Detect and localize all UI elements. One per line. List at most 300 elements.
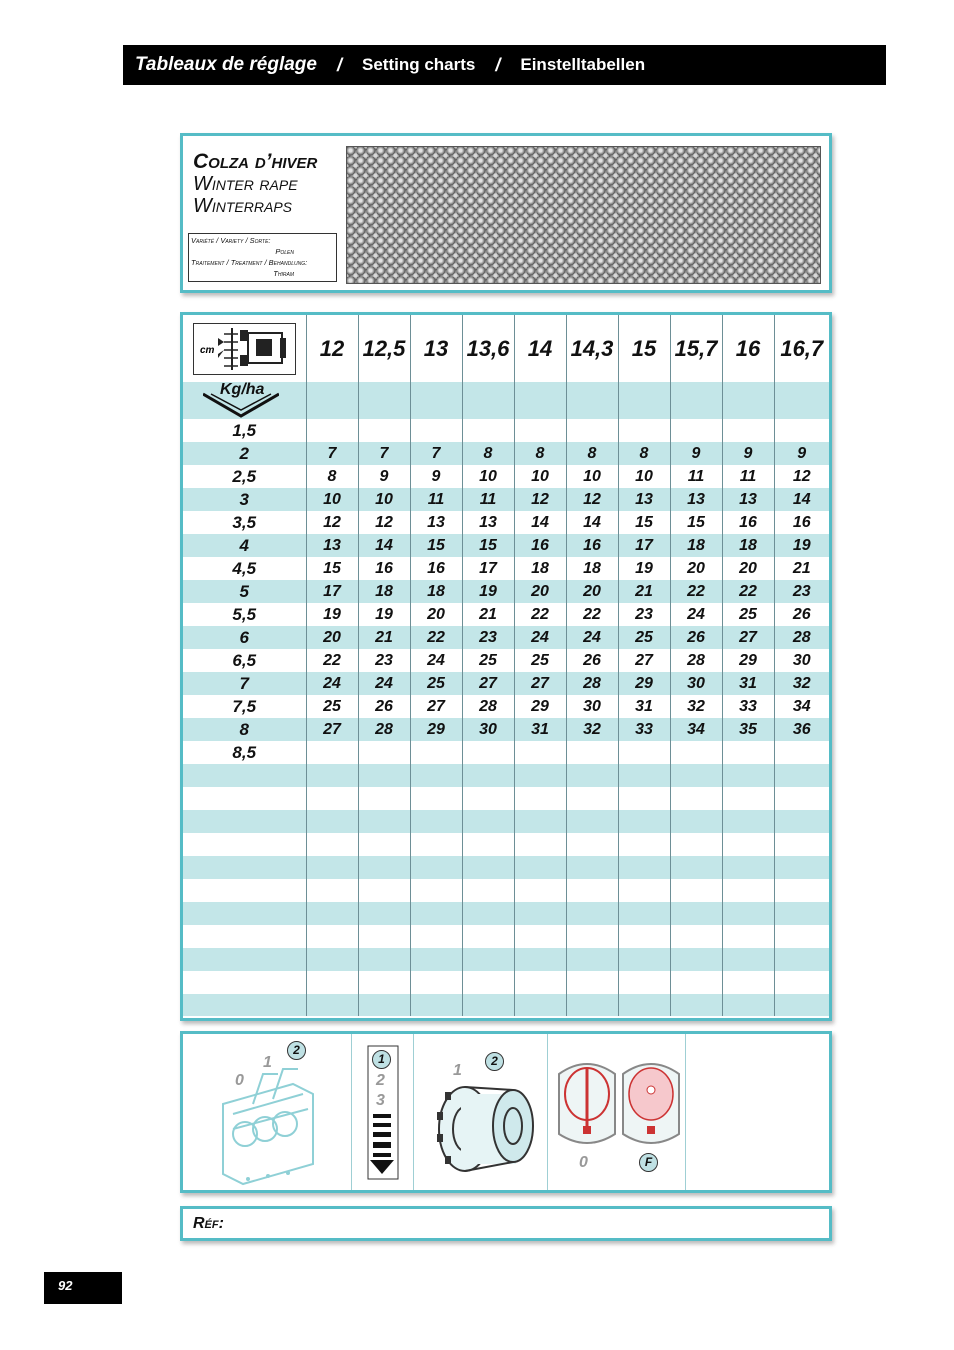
table-cell: [774, 856, 829, 879]
column-header-spacing: 13: [410, 315, 462, 382]
table-cell: 21: [462, 603, 514, 626]
shutter-position-f-selected: F: [639, 1153, 658, 1172]
table-cell: 31: [618, 695, 670, 718]
table-cell: 33: [722, 695, 774, 718]
table-cell: 28: [774, 626, 829, 649]
table-cell: 15: [306, 557, 358, 580]
table-cell: 23: [774, 580, 829, 603]
settings-panel: [180, 1031, 832, 1193]
table-cell: 29: [722, 649, 774, 672]
table-cell: [358, 971, 410, 994]
table-cell: 16: [722, 511, 774, 534]
table-cell: [410, 971, 462, 994]
table-cell: 21: [618, 580, 670, 603]
table-cell: 32: [774, 672, 829, 695]
column-header-spacing: 16,7: [780, 336, 824, 361]
table-row: [183, 810, 829, 833]
table-cell: 9: [670, 442, 722, 465]
row-rate-label: 6: [183, 626, 306, 649]
table-cell: [618, 856, 670, 879]
table-cell: [722, 741, 774, 764]
table-cell: [358, 879, 410, 902]
table-cell: [410, 764, 462, 787]
table-cell: 23: [358, 649, 410, 672]
table-cell: [410, 879, 462, 902]
table-cell: 22: [306, 649, 358, 672]
table-cell: [774, 971, 829, 994]
table-cell: [462, 419, 514, 442]
table-cell: 24: [306, 672, 358, 695]
gearbox-arrow-icon: [351, 1034, 413, 1190]
table-cell: [306, 382, 358, 419]
lever-panel: [183, 1034, 352, 1190]
table-cell: 32: [566, 718, 618, 741]
table-cell: [618, 764, 670, 787]
table-cell: [618, 902, 670, 925]
crop-names: [193, 150, 317, 218]
table-cell: 15: [462, 534, 514, 557]
table-header-row: [183, 315, 829, 382]
table-cell: 20: [514, 580, 566, 603]
table-cell: 21: [358, 626, 410, 649]
table-cell: [462, 994, 514, 1016]
table-cell: 27: [410, 695, 462, 718]
table-cell: [722, 971, 774, 994]
table-cell: [306, 810, 358, 833]
table-cell: 30: [670, 672, 722, 695]
table-cell: 14: [566, 511, 618, 534]
table-cell: 27: [462, 672, 514, 695]
header-title-en: Setting charts: [362, 55, 476, 74]
table-cell: 17: [462, 557, 514, 580]
table-cell: [514, 787, 566, 810]
row-rate-label: 2,5: [183, 465, 306, 488]
table-row: [183, 902, 829, 925]
table-cell: [670, 833, 722, 856]
table-row: [183, 971, 829, 994]
table-cell: 11: [722, 465, 774, 488]
table-cell: 13: [670, 488, 722, 511]
table-cell: 30: [566, 695, 618, 718]
table-cell: [566, 741, 618, 764]
table-cell: 21: [792, 560, 811, 577]
treatment-value: Thiram: [273, 269, 294, 278]
table-cell: 22: [514, 603, 566, 626]
table-cell: [514, 879, 566, 902]
table-cell: [722, 382, 774, 419]
table-cell: [462, 787, 514, 810]
gearbox-step-1-selected: 1: [372, 1050, 391, 1069]
icon-unit-label: cm: [199, 344, 215, 356]
table-cell: [410, 925, 462, 948]
table-cell: [306, 879, 358, 902]
table-cell: 30: [462, 718, 514, 741]
table-cell: 10: [358, 488, 410, 511]
table-cell: [306, 787, 358, 810]
table-cell: 10: [618, 465, 670, 488]
crop-name-fr: Colza d’hiver: [193, 150, 318, 173]
table-cell: [410, 856, 462, 879]
table-cell: 24: [566, 626, 618, 649]
table-cell: [358, 833, 410, 856]
table-cell: 11: [670, 465, 722, 488]
table-cell: 20: [306, 626, 358, 649]
table-cell: [306, 971, 358, 994]
table-cell: [183, 902, 306, 925]
table-cell: [618, 948, 670, 971]
table-cell: 29: [618, 672, 670, 695]
table-row: [183, 741, 829, 764]
table-cell: [358, 948, 410, 971]
row-rate-label: 3: [183, 488, 306, 511]
table-cell: [514, 810, 566, 833]
table-cell: [358, 925, 410, 948]
setting-chart-panel: [180, 312, 832, 1021]
column-header-spacing: 13,6: [462, 315, 514, 382]
table-cell: [722, 925, 774, 948]
table-cell: [774, 925, 829, 948]
table-row: [183, 787, 829, 810]
table-cell: 25: [462, 649, 514, 672]
row-rate-label: 6,5: [183, 649, 306, 672]
column-header-spacing: 15,7: [670, 315, 722, 382]
table-row: [183, 994, 829, 1016]
shutter-panel: [547, 1034, 686, 1190]
row-rate-label: 5: [183, 580, 306, 603]
table-cell: [618, 925, 670, 948]
table-cell: [183, 925, 306, 948]
table-row: [183, 603, 829, 626]
table-cell: 12: [566, 488, 618, 511]
table-cell: 23: [462, 626, 514, 649]
table-cell: [618, 833, 670, 856]
table-cell: [462, 902, 514, 925]
header-separator: /: [336, 54, 342, 75]
table-cell: [670, 810, 722, 833]
table-cell: 24: [410, 649, 462, 672]
table-cell: [514, 856, 566, 879]
row-rate-label: 7,5: [183, 695, 306, 718]
table-cell: 28: [670, 649, 722, 672]
table-cell: [566, 764, 618, 787]
table-cell: 22: [722, 580, 774, 603]
table-cell: 28: [566, 672, 618, 695]
table-cell: [358, 787, 410, 810]
table-cell: [722, 810, 774, 833]
table-cell: [618, 879, 670, 902]
table-cell: [670, 971, 722, 994]
table-cell: [514, 382, 566, 419]
table-cell: [774, 741, 829, 764]
wheel-panel: [413, 1034, 548, 1190]
table-cell: [410, 787, 462, 810]
table-cell: [618, 382, 670, 419]
table-row: [183, 534, 829, 557]
table-cell: [410, 810, 462, 833]
lever-position-0: 0: [235, 1072, 244, 1089]
row-rate-label: 4,5: [183, 557, 306, 580]
header-separator: /: [495, 54, 501, 75]
table-cell: [183, 810, 306, 833]
table-cell: [566, 833, 618, 856]
table-cell: [722, 833, 774, 856]
table-cell: 23: [618, 603, 670, 626]
table-cell: [358, 419, 410, 442]
table-cell: [670, 879, 722, 902]
table-row: [183, 580, 829, 603]
table-row: [183, 511, 829, 534]
table-cell: [566, 879, 618, 902]
table-row: [183, 465, 829, 488]
table-cell: 25: [618, 626, 670, 649]
table-row: [183, 925, 829, 948]
table-cell: [774, 764, 829, 787]
table-row: [183, 833, 829, 856]
table-cell: [670, 902, 722, 925]
table-cell: [514, 971, 566, 994]
table-cell: 20: [722, 557, 774, 580]
rate-unit-cell: [183, 382, 306, 419]
table-cell: [410, 902, 462, 925]
table-cell: [618, 741, 670, 764]
table-cell: 29: [410, 718, 462, 741]
table-cell: [514, 764, 566, 787]
table-cell: 11: [410, 488, 462, 511]
shutter-position-0: 0: [579, 1154, 588, 1171]
row-rate-label: 3,5: [183, 511, 306, 534]
wheel-position-1: 1: [453, 1062, 462, 1079]
table-cell: [566, 382, 618, 419]
table-cell: 20: [410, 603, 462, 626]
table-cell: 16: [514, 534, 566, 557]
table-cell: 27: [514, 672, 566, 695]
table-cell: [774, 810, 829, 833]
table-cell: [306, 925, 358, 948]
table-cell: [183, 994, 306, 1016]
table-cell: 13: [618, 488, 670, 511]
table-cell: [618, 994, 670, 1016]
table-row: [183, 879, 829, 902]
table-cell: 8: [514, 442, 566, 465]
table-cell: 27: [618, 649, 670, 672]
table-cell: [670, 741, 722, 764]
table-cell: [774, 948, 829, 971]
table-row: [183, 672, 829, 695]
table-cell: [670, 856, 722, 879]
table-cell: 12: [792, 468, 811, 485]
table-cell: [514, 419, 566, 442]
table-cell: 10: [306, 488, 358, 511]
page-header: [123, 45, 886, 85]
table-cell: [183, 833, 306, 856]
table-cell: 31: [722, 672, 774, 695]
table-cell: 13: [306, 534, 358, 557]
table-cell: 17: [306, 580, 358, 603]
table-cell: 9: [358, 465, 410, 488]
table-cell: 31: [514, 718, 566, 741]
table-cell: [462, 833, 514, 856]
table-cell: 24: [514, 626, 566, 649]
column-header-spacing: 15: [618, 315, 670, 382]
table-row: [183, 718, 829, 741]
table-cell: 12: [358, 511, 410, 534]
table-cell: 14: [774, 488, 829, 511]
table-cell: [462, 856, 514, 879]
table-cell: [774, 833, 829, 856]
table-cell: [462, 971, 514, 994]
table-cell: 28: [462, 695, 514, 718]
table-cell: 13: [410, 511, 462, 534]
table-cell: 34: [670, 718, 722, 741]
table-cell: [670, 419, 722, 442]
table-cell: [774, 419, 829, 442]
table-row: [183, 695, 829, 718]
table-cell: 19: [358, 603, 410, 626]
table-cell: 12: [306, 511, 358, 534]
table-cell: 35: [722, 718, 774, 741]
table-cell: 16: [410, 557, 462, 580]
table-cell: 18: [410, 580, 462, 603]
table-cell: [462, 764, 514, 787]
table-cell: [722, 902, 774, 925]
reference-box: [180, 1206, 832, 1241]
column-header-spacing: 12: [306, 315, 358, 382]
table-cell: [183, 787, 306, 810]
crop-name-en: Winter rape: [193, 173, 298, 195]
setting-table-body: [183, 315, 829, 1016]
table-cell: [566, 810, 618, 833]
table-cell: [306, 902, 358, 925]
table-cell: [670, 994, 722, 1016]
table-cell: [514, 948, 566, 971]
table-cell: [410, 382, 462, 419]
table-cell: [722, 764, 774, 787]
table-cell: [183, 948, 306, 971]
header-title-fr: Tableaux de réglage: [135, 54, 317, 75]
table-cell: [358, 741, 410, 764]
table-cell: [618, 971, 670, 994]
lever-position-1: 1: [263, 1054, 272, 1071]
row-rate-label: 2: [183, 442, 306, 465]
table-row: [183, 764, 829, 787]
table-cell: 20: [670, 557, 722, 580]
table-cell: 26: [566, 649, 618, 672]
table-cell: 9: [410, 465, 462, 488]
table-cell: [410, 419, 462, 442]
table-cell: [358, 994, 410, 1016]
table-cell: [618, 419, 670, 442]
table-cell: 17: [618, 534, 670, 557]
table-cell: 22: [410, 626, 462, 649]
column-header-spacing: 14,3: [566, 315, 618, 382]
table-cell: 12: [514, 488, 566, 511]
table-cell: 26: [792, 606, 811, 623]
table-cell: 10: [514, 465, 566, 488]
table-cell: 36: [774, 718, 829, 741]
ref-label: Réf:: [193, 1215, 224, 1232]
gearbox-panel: [351, 1034, 414, 1190]
treatment-label: Traitement / Treatment / Behandlung:: [191, 258, 308, 267]
table-cell: 7: [306, 442, 358, 465]
table-cell: [774, 382, 829, 419]
table-cell: [462, 382, 514, 419]
table-cell: [670, 764, 722, 787]
table-cell: [774, 787, 829, 810]
crop-name-de: Winterraps: [193, 195, 293, 217]
setting-table: [183, 315, 829, 1016]
table-cell: 19: [462, 580, 514, 603]
table-cell: 26: [358, 695, 410, 718]
table-cell: 29: [514, 695, 566, 718]
table-cell: 18: [358, 580, 410, 603]
table-cell: 10: [566, 465, 618, 488]
table-cell: 8: [618, 442, 670, 465]
table-cell: 25: [722, 603, 774, 626]
table-cell: [566, 948, 618, 971]
table-cell: 8: [306, 465, 358, 488]
table-cell: 16: [358, 557, 410, 580]
table-row: [183, 442, 829, 465]
table-cell: 22: [670, 580, 722, 603]
table-cell: [462, 741, 514, 764]
row-rate-label: 7: [183, 672, 306, 695]
table-cell: 25: [514, 649, 566, 672]
table-cell: 18: [514, 557, 566, 580]
column-header-spacing: 14: [514, 315, 566, 382]
table-cell: 13: [722, 488, 774, 511]
table-cell: 26: [670, 626, 722, 649]
table-cell: [774, 902, 829, 925]
table-row: [183, 419, 829, 442]
table-cell: [514, 833, 566, 856]
variety-value: Polen: [275, 247, 294, 256]
table-cell: [514, 925, 566, 948]
table-cell: 7: [410, 442, 462, 465]
table-cell: [183, 764, 306, 787]
header-title-de: Einstelltabellen: [520, 55, 646, 74]
table-cell: 10: [462, 465, 514, 488]
table-cell: [358, 764, 410, 787]
table-cell: 15: [410, 534, 462, 557]
table-row: [183, 626, 829, 649]
table-cell: [410, 994, 462, 1016]
table-cell: 25: [410, 672, 462, 695]
table-cell: [410, 741, 462, 764]
table-cell: [670, 925, 722, 948]
table-cell: 14: [358, 534, 410, 557]
table-cell: 18: [670, 534, 722, 557]
table-cell: 19: [774, 534, 829, 557]
table-cell: [462, 948, 514, 971]
wheel-position-2-selected: 2: [485, 1052, 504, 1071]
column-header-spacing: 16: [722, 315, 774, 382]
variety-label: Variété / Variety / Sorte:: [191, 236, 271, 245]
table-cell: [358, 810, 410, 833]
table-cell: [722, 994, 774, 1016]
table-cell: [462, 925, 514, 948]
table-cell: [722, 419, 774, 442]
table-cell: [566, 787, 618, 810]
column-header-spacing: 12,5: [358, 315, 410, 382]
table-cell: 9: [774, 442, 829, 465]
table-cell: [306, 856, 358, 879]
table-cell: [670, 382, 722, 419]
table-cell: 19: [618, 557, 670, 580]
table-row: [183, 557, 829, 580]
row-spacing-icon-cell: [183, 315, 306, 382]
row-rate-label: 1,5: [183, 419, 306, 442]
table-cell: 25: [306, 695, 358, 718]
